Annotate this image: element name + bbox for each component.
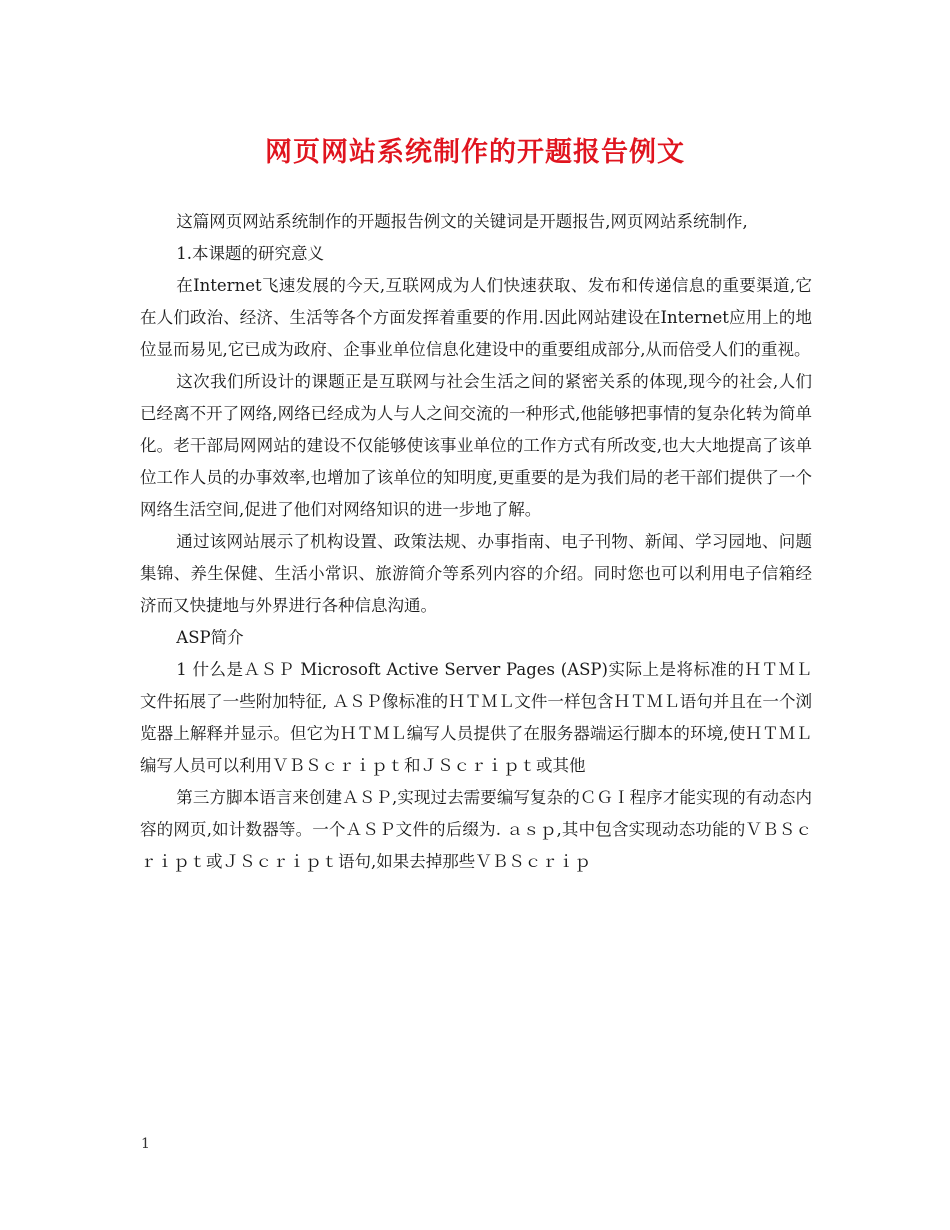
document-body <box>140 206 812 878</box>
page-number: 1 <box>141 1136 150 1152</box>
paragraph-asp-heading: ASP简介 <box>176 628 244 647</box>
paragraph-section-heading: 1.本课题的研究意义 <box>176 244 325 263</box>
paragraph-project: 这次我们所设计的课题正是互联网与社会生活之间的紧密关系的体现,现今的社会,人们已经离不开了网络,网络已经成为人与人之间交流的一种形式,他能够把事情的复杂化转为简单化。老干部局网网站的建设不仅能够使该事业单位的工作方式有所改变,也大大地提高了该单位工作人员的办事效率,也增加了该单位的知明度,更重要的是为我们局的老干部们提供了一个网络生活空间,促进了他们对网络知识的进一步地了解。 <box>140 372 812 519</box>
paragraph-asp-intro: 1 什么是ＡＳＰ Microsoft Active Server Pages (ASP)实际上是将标准的ＨＴＭＬ文件拓展了一些附加特征, ＡＳＰ像标准的ＨＴＭＬ文件一样包含ＨＴＭＬ语句并且在一个浏览器上解释并显示。但它为ＨＴＭＬ编写人员提供了在服务器端运行脚本的环境,使ＨＴＭＬ编写人员可以利用ＶＢＳｃｒｉｐｔ和ＪＳｃｒｉｐｔ或其他 <box>140 660 812 775</box>
document-title: 网页网站系统制作的开题报告例文 <box>265 137 685 168</box>
paragraph-intro: 这篇网页网站系统制作的开题报告例文的关键词是开题报告,网页网站系统制作, <box>176 212 748 231</box>
paragraph-website-content: 通过该网站展示了机构设置、政策法规、办事指南、电子刊物、新闻、学习园地、问题集锦、养生保健、生活小常识、旅游简介等系列内容的介绍。同时您也可以利用电子信箱经济而又快捷地与外界进行各种信息沟通。 <box>140 532 812 615</box>
paragraph-internet: 在Internet飞速发展的今天,互联网成为人们快速获取、发布和传递信息的重要渠道,它在人们政治、经济、生活等各个方面发挥着重要的作用.因此网站建设在Internet应用上的地位显而易见,它已成为政府、企事业单位信息化建设中的重要组成部分,从而倍受人们的重视。 <box>140 276 812 359</box>
paragraph-asp-continued: 第三方脚本语言来创建ＡＳＰ,实现过去需要编写复杂的ＣＧＩ程序才能实现的有动态内容的网页,如计数器等。一个ＡＳＰ文件的后缀为. ａｓｐ,其中包含实现动态功能的ＶＢＳｃｒｉｐｔ或ＪＳｃｒｉｐｔ语句,如果去掉那些ＶＢＳｃｒｉｐ <box>140 788 812 871</box>
